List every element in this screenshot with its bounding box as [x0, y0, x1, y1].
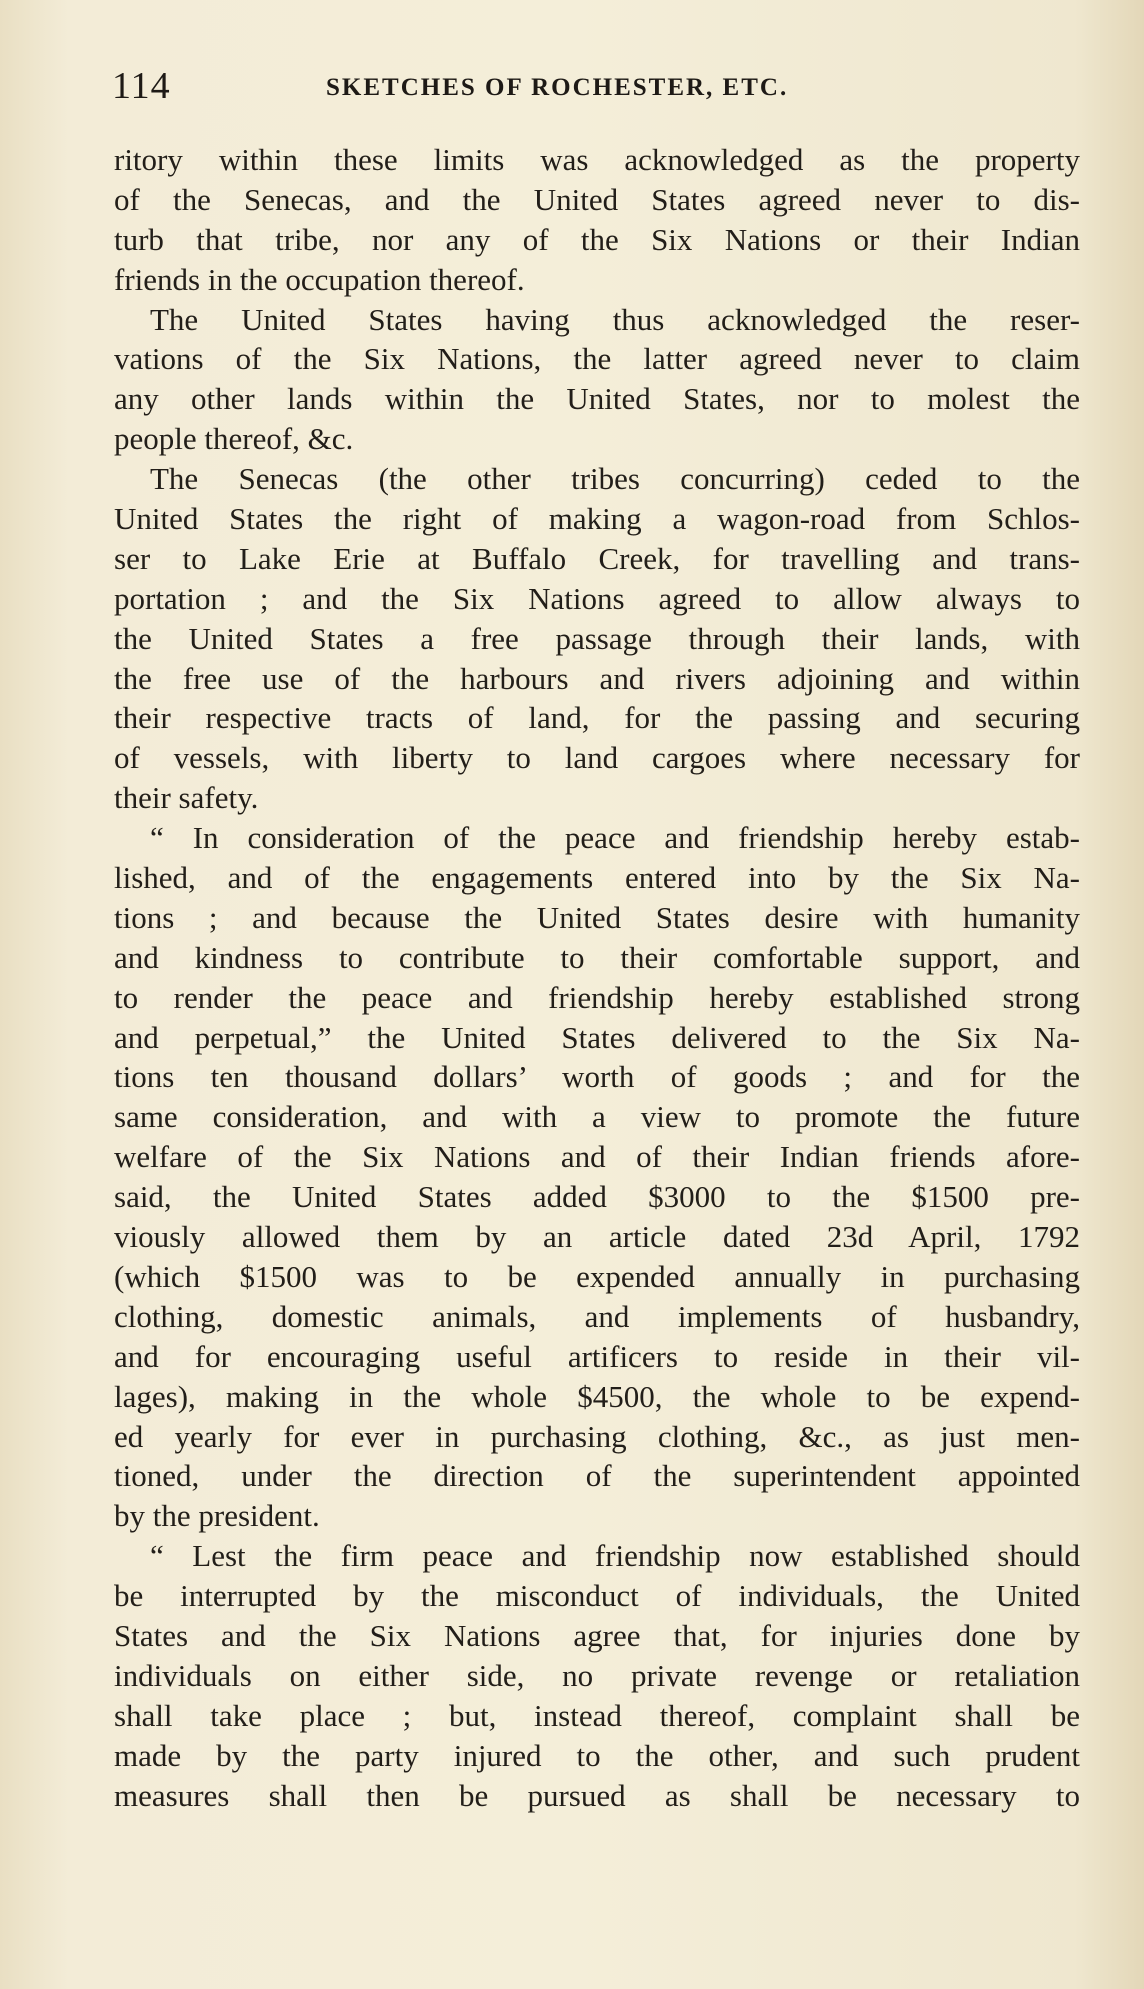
text-line: The Senecas (the other tribes concurring) ceded to the [150, 461, 1080, 497]
text-line: of the Senecas, and the United States agreed never to dis- [114, 181, 1080, 217]
text-line: ser to Lake Erie at Buffalo Creek, for travelling and trans- [114, 540, 1080, 576]
text-line: lages), making in the whole $4500, the whole to be expend- [114, 1378, 1080, 1414]
text-line: “ Lest the firm peace and friendship now established should [150, 1538, 1080, 1574]
text-line: of vessels, with liberty to land cargoes where necessary for [114, 740, 1080, 776]
page-header [112, 64, 1082, 112]
text-line: portation ; and the Six Nations agreed to allow always to [114, 580, 1080, 616]
text-line: any other lands within the United States, nor to molest the [114, 381, 1080, 417]
text-line: their safety. [114, 780, 259, 816]
text-line: ed yearly for ever in purchasing clothing, &c., as just men- [114, 1418, 1080, 1454]
text-line: same consideration, and with a view to promote the future [114, 1099, 1080, 1135]
text-line: friends in the occupation thereof. [114, 261, 525, 297]
text-line: and perpetual,” the United States delivered to the Six Na- [114, 1019, 1080, 1055]
text-line: United States the right of making a wagon-road from Schlos- [114, 501, 1080, 537]
text-line: welfare of the Six Nations and of their Indian friends afore- [114, 1139, 1080, 1175]
text-line: ritory within these limits was acknowledged as the property [114, 142, 1080, 177]
text-line: clothing, domestic animals, and implements of husbandry, [114, 1298, 1080, 1334]
body-text [114, 140, 1080, 1815]
text-line: be interrupted by the misconduct of individuals, the United [114, 1578, 1080, 1614]
running-title: SKETCHES OF ROCHESTER, ETC. [326, 74, 789, 101]
text-line: their respective tracts of land, for the passing and securing [114, 700, 1080, 736]
text-line: by the president. [114, 1498, 320, 1534]
text-line: measures shall then be pursued as shall be necessary to [114, 1777, 1080, 1813]
text-line: and for encouraging useful artificers to reside in their vil- [114, 1338, 1080, 1374]
text-line: viously allowed them by an article dated 23d April, 1792 [114, 1219, 1080, 1255]
page-number: 114 [112, 65, 171, 107]
text-line: The United States having thus acknowledged the reser- [150, 301, 1080, 337]
text-line: made by the party injured to the other, and such prudent [114, 1737, 1080, 1773]
text-line: tions ten thousand dollars’ worth of goods ; and for the [114, 1059, 1080, 1095]
text-line: people thereof, &c. [114, 421, 354, 457]
text-line: (which $1500 was to be expended annually in purchasing [114, 1258, 1080, 1294]
text-line: to render the peace and friendship hereby established strong [114, 979, 1080, 1015]
text-line: States and the Six Nations agree that, for injuries done by [114, 1617, 1080, 1653]
text-line: the free use of the harbours and rivers adjoining and within [114, 660, 1080, 696]
text-line: vations of the Six Nations, the latter agreed never to claim [114, 341, 1080, 377]
text-line: individuals on either side, no private revenge or retaliation [114, 1657, 1080, 1693]
text-line: tioned, under the direction of the superintendent appointed [114, 1458, 1080, 1494]
text-line: “ In consideration of the peace and friendship hereby estab- [150, 820, 1080, 856]
text-line: said, the United States added $3000 to the $1500 pre- [114, 1179, 1080, 1215]
text-line: tions ; and because the United States desire with humanity [114, 899, 1080, 935]
text-line: shall take place ; but, instead thereof, complaint shall be [114, 1697, 1080, 1733]
text-line: turb that tribe, nor any of the Six Nations or their Indian [114, 221, 1080, 257]
text-line: lished, and of the engagements entered into by the Six Na- [114, 860, 1080, 896]
text-line: the United States a free passage through their lands, with [114, 620, 1080, 656]
text-line: and kindness to contribute to their comfortable support, and [114, 939, 1080, 975]
